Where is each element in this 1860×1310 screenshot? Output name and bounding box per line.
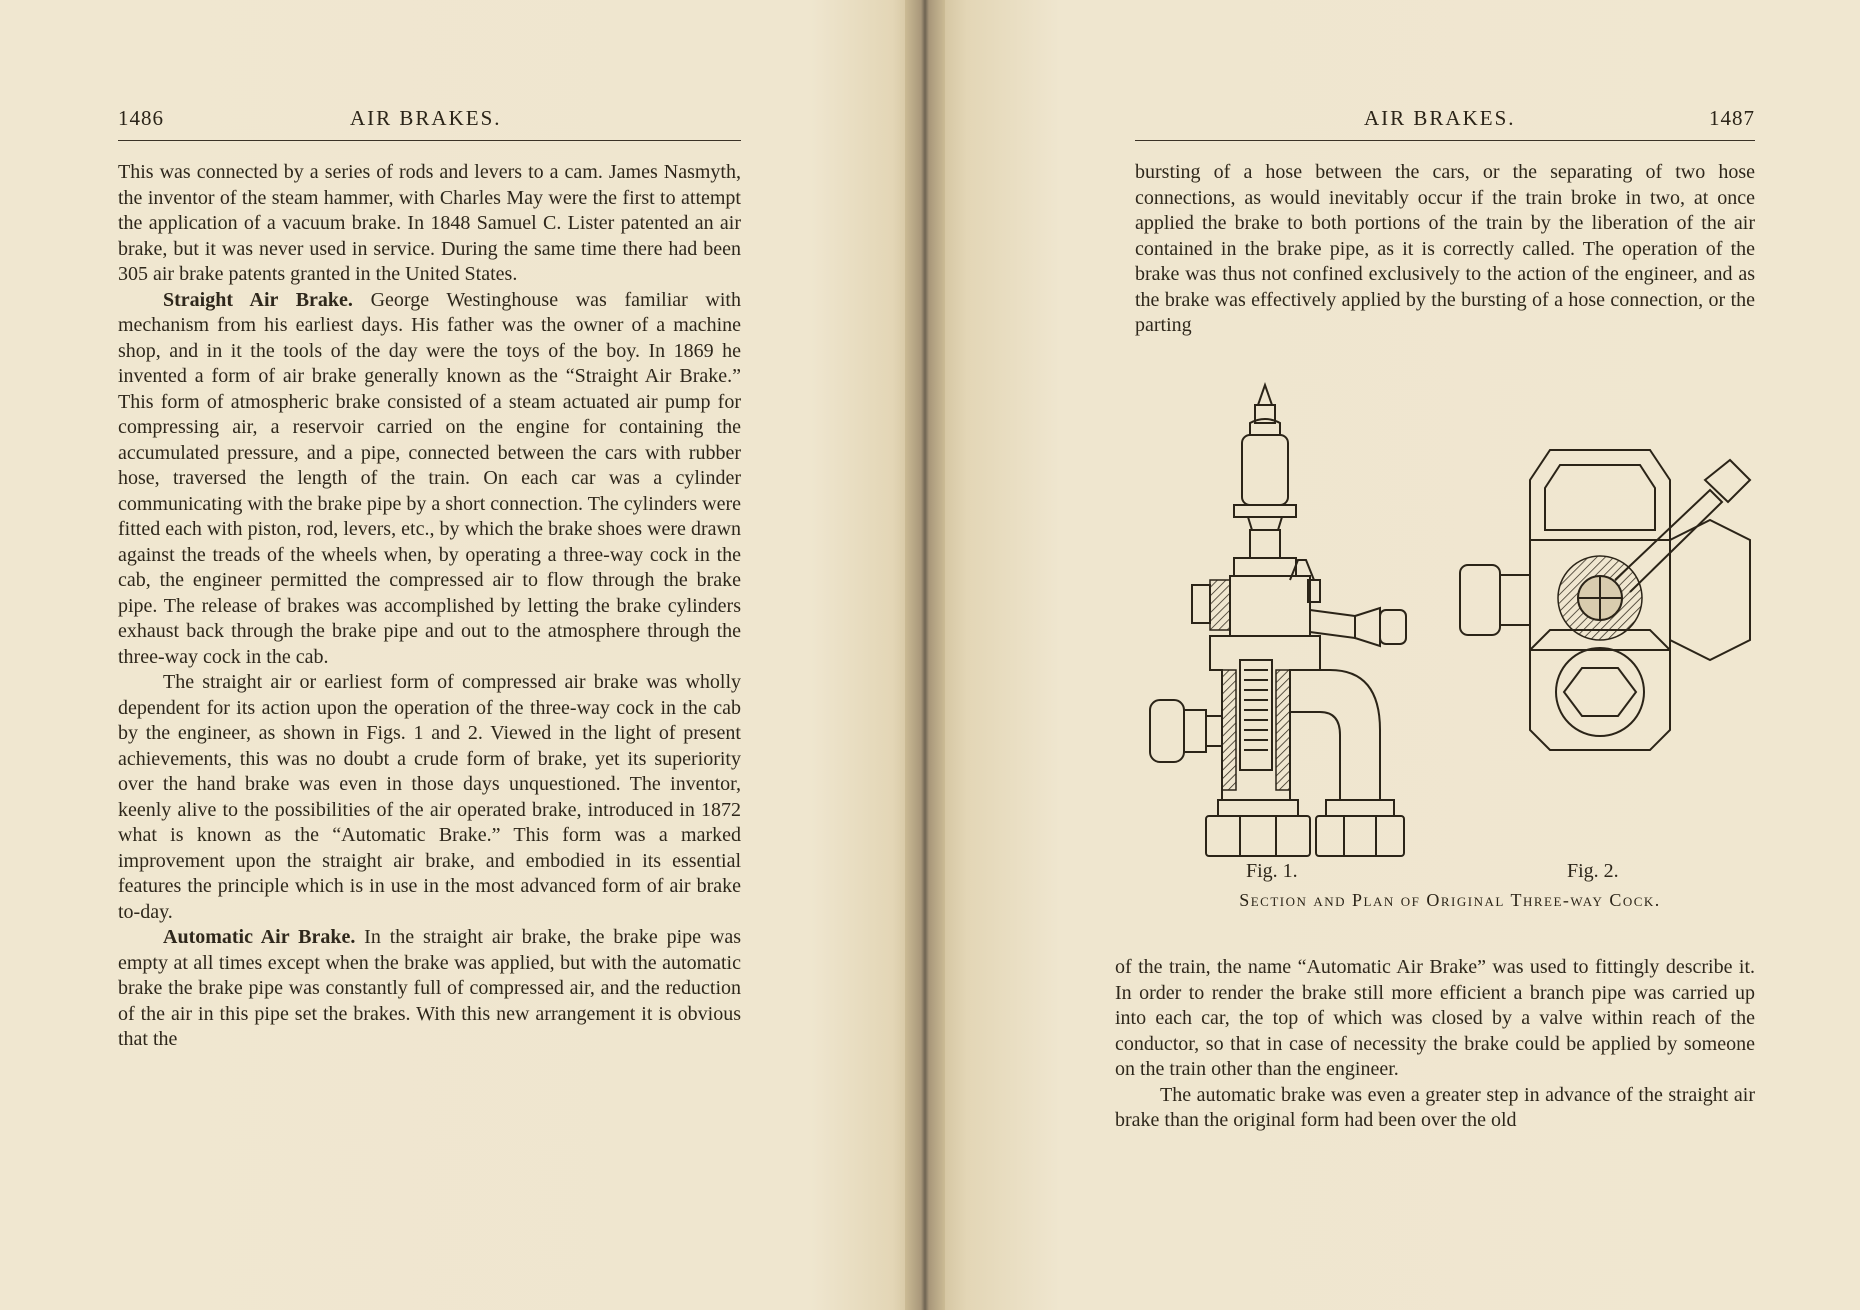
right-top-text: [1135, 160, 1755, 339]
right-bottom-text: [1115, 955, 1755, 1134]
fig2-plan-drawing: [1460, 450, 1750, 750]
left-running-head: [118, 106, 741, 141]
run-in-heading: Automatic Air Brake.: [163, 926, 356, 948]
three-way-cock-figure: [1130, 370, 1770, 910]
paragraph-text: The automatic brake was even a greater step in advance of the straight air brake than the original form had been over the old: [1115, 1083, 1755, 1131]
paragraph: [118, 925, 741, 1053]
paragraph-text: In the straight air brake, the brake pipe was empty at all times except when the brake was applied, but with the automatic brake the brake pipe was constantly full of compressed air, and the reduction of the air in this pipe set the brakes. With this new arrangement it is obvious that the: [118, 926, 742, 1050]
paragraph: [1135, 160, 1755, 339]
paragraph-text: George Westinghouse was familiar with mechanism from his earliest days. His father was the owner of a machine shop, and in it the tools of the day were the toys of the boy. In 1869 he invented a form of air brake generally known as the “Straight Air Brake.” This form of atmospheric brake consisted of a steam actuated air pump for compressing air, a reservoir carried on the engine for containing the accumulated pressure, and a pipe, connected between the cars with rubber hose, traversed the length of the train. On each car was a cylinder communicating with the brake pipe by a short connection. The cylinders were fitted each with piston, rod, levers, etc., by which the brake shoes were drawn against the treads of the wheels when, by operating a three-way cock in the cab, the engineer permitted the compressed air to flow through the brake pipe. The release of brakes was accomplished by letting the brake cylinders exhaust back through the brake pipe and out to the atmosphere through the three-way cock in the cab.: [118, 288, 741, 668]
paragraph-text: of the train, the name “Automatic Air Brake” was used to fittingly describe it. In order to render the brake still more efficient a branch pipe was carried up into each car, the top of which was closed by a valve within reach of the conductor, so that in case of necessity the brake could be applied by someone on the train other than the engineer.: [1115, 956, 1755, 1080]
paragraph-text: The straight air or earliest form of compressed air brake was wholly dependent for its action upon the operation of the three-way cock in the cab by the engineer, as shown in Figs. 1 and 2. Viewed in the light of present achievements, this was no doubt a crude form of brake, yet its superiority over the hand brake was even in those days unquestioned. The inventor, keenly alive to the possibilities of the air operated brake, introduced in 1872 what is known as the “Automatic Brake.” This form was a marked improvement upon the straight air brake, and embodied in its essential features the principle which is in use in the most advanced form of air brake to-day.: [118, 671, 741, 923]
paragraph: [118, 288, 741, 671]
left-body-text: [118, 160, 741, 1053]
paragraph: [1115, 1083, 1755, 1134]
right-running-head: [1135, 106, 1755, 141]
book-gutter: [905, 0, 945, 1310]
figure-illustration: [1130, 370, 1770, 860]
fig1-label: Fig. 1.: [1246, 860, 1298, 882]
left-page: [0, 0, 920, 1310]
run-in-heading: Straight Air Brake.: [163, 288, 353, 311]
right-running-title: AIR BRAKES.: [1364, 106, 1516, 130]
left-running-title: AIR BRAKES.: [350, 106, 502, 130]
paragraph-text: bursting of a hose between the cars, or the separating of two hose connections, as would inevitably occur if the train broke in two, at once applied the brake to both portions of the train by the liberation of the air contained in the brake pipe, as it is correctly called. The operation of the brake was thus not confined exclusively to the action of the engineer, and as the brake was effectively applied by the bursting of a hose connection, or the parting: [1135, 161, 1755, 336]
figure-caption: Section and Plan of Original Three-way Cock.: [1239, 890, 1661, 910]
left-page-number: 1486: [118, 106, 164, 130]
paragraph: [118, 670, 741, 925]
fig2-label: Fig. 2.: [1567, 860, 1619, 882]
right-page-number: 1487: [1709, 106, 1755, 130]
paragraph: [1115, 955, 1755, 1083]
fig1-section-drawing: [1150, 385, 1406, 856]
paragraph: [118, 160, 741, 288]
paragraph-text: This was connected by a series of rods and levers to a cam. James Nasmyth, the inventor of the steam hammer, with Charles May were the first to attempt the application of a vacuum brake. In 1848 Samuel C. Lister patented an air brake, but it was never used in service. During the same time there had been 305 air brake patents granted in the United States.: [118, 161, 741, 285]
